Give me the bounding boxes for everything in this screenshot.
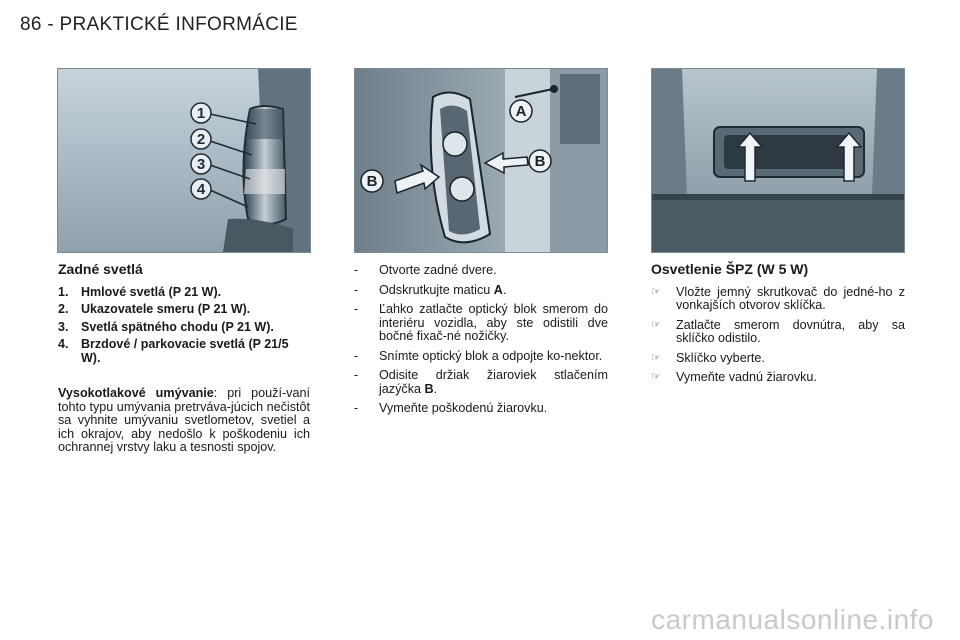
page-title: 86 - PRAKTICKÉ INFORMÁCIE	[20, 14, 298, 35]
list-item: - Ľahko zatlačte optický blok smerom do interiéru vozidla, aby ste odistili dve bočné fixač-né nožičky.	[354, 302, 608, 343]
list-item: 2. Ukazovatele smeru (P 21 W).	[58, 302, 251, 316]
rear-light-illustration	[57, 68, 311, 253]
rear-lights-list	[58, 286, 310, 366]
pointing-hand-icon: ☞	[651, 351, 661, 364]
pointing-hand-icon: ☞	[651, 318, 661, 331]
list-item: - Odskrutkujte maticu A.	[354, 282, 507, 297]
high-pressure-wash-note: Vysokotlakové umývanie: pri použí-vaní tohto typu umývania pretrváva-júcich nečistôt sa vyhnite umývaniu svetlometov, svetiel a ich okrajov, aby nedošlo k poškodeniu ich ochrannej vrstvy laku a tesnosti spojov.	[58, 386, 310, 454]
optical-block-illustration	[354, 68, 608, 253]
pointing-hand-icon: ☞	[651, 371, 661, 383]
list-item: ☞ Zatlačte smerom dovnútra, aby sa sklíčko odistilo.	[651, 317, 905, 345]
list-item: 3. Svetlá spätného chodu (P 21 W).	[58, 319, 274, 334]
plate-light-steps	[651, 286, 905, 385]
list-item: - Vymeňte poškodenú žiarovku.	[354, 401, 548, 415]
plate-light-illustration	[651, 68, 905, 253]
callout-2: 2	[196, 131, 206, 148]
plate-light-title: Osvetlenie ŠPZ (W 5 W)	[651, 261, 809, 277]
list-item: - Otvorte zadné dvere.	[354, 263, 497, 277]
callout-1: 1	[196, 105, 206, 122]
procedure-steps	[354, 264, 608, 416]
list-item: - Snímte optický blok a odpojte ko-nektor.	[354, 348, 603, 363]
label-b-left: B	[366, 173, 378, 190]
callout-4: 4	[196, 181, 206, 198]
rear-lights-title: Zadné svetlá	[58, 261, 143, 277]
list-item: - Odisite držiak žiaroviek stlačením jazýčka B.	[354, 368, 608, 396]
list-item: ☞ Vložte jemný skrutkovač do jedné-ho z vonkajších otvorov sklíčka.	[651, 284, 905, 312]
label-a: A	[515, 103, 527, 120]
plate-light-section	[651, 263, 905, 391]
rear-lights-section	[58, 263, 310, 455]
callout-3: 3	[196, 156, 206, 173]
pointing-hand-icon: ☞	[651, 285, 661, 298]
watermark: carmanualsonline.info	[651, 604, 934, 635]
label-b-right: B	[534, 153, 546, 170]
list-item: 1. Hmlové svetlá (P 21 W).	[58, 284, 222, 299]
procedure-section	[354, 264, 608, 422]
list-item: ☞ Vymeňte vadnú žiarovku.	[651, 370, 817, 384]
list-item: 4. Brzdové / parkovacie svetlá (P 21/5 W).	[58, 337, 289, 365]
list-item: ☞ Sklíčko vyberte.	[651, 350, 765, 365]
